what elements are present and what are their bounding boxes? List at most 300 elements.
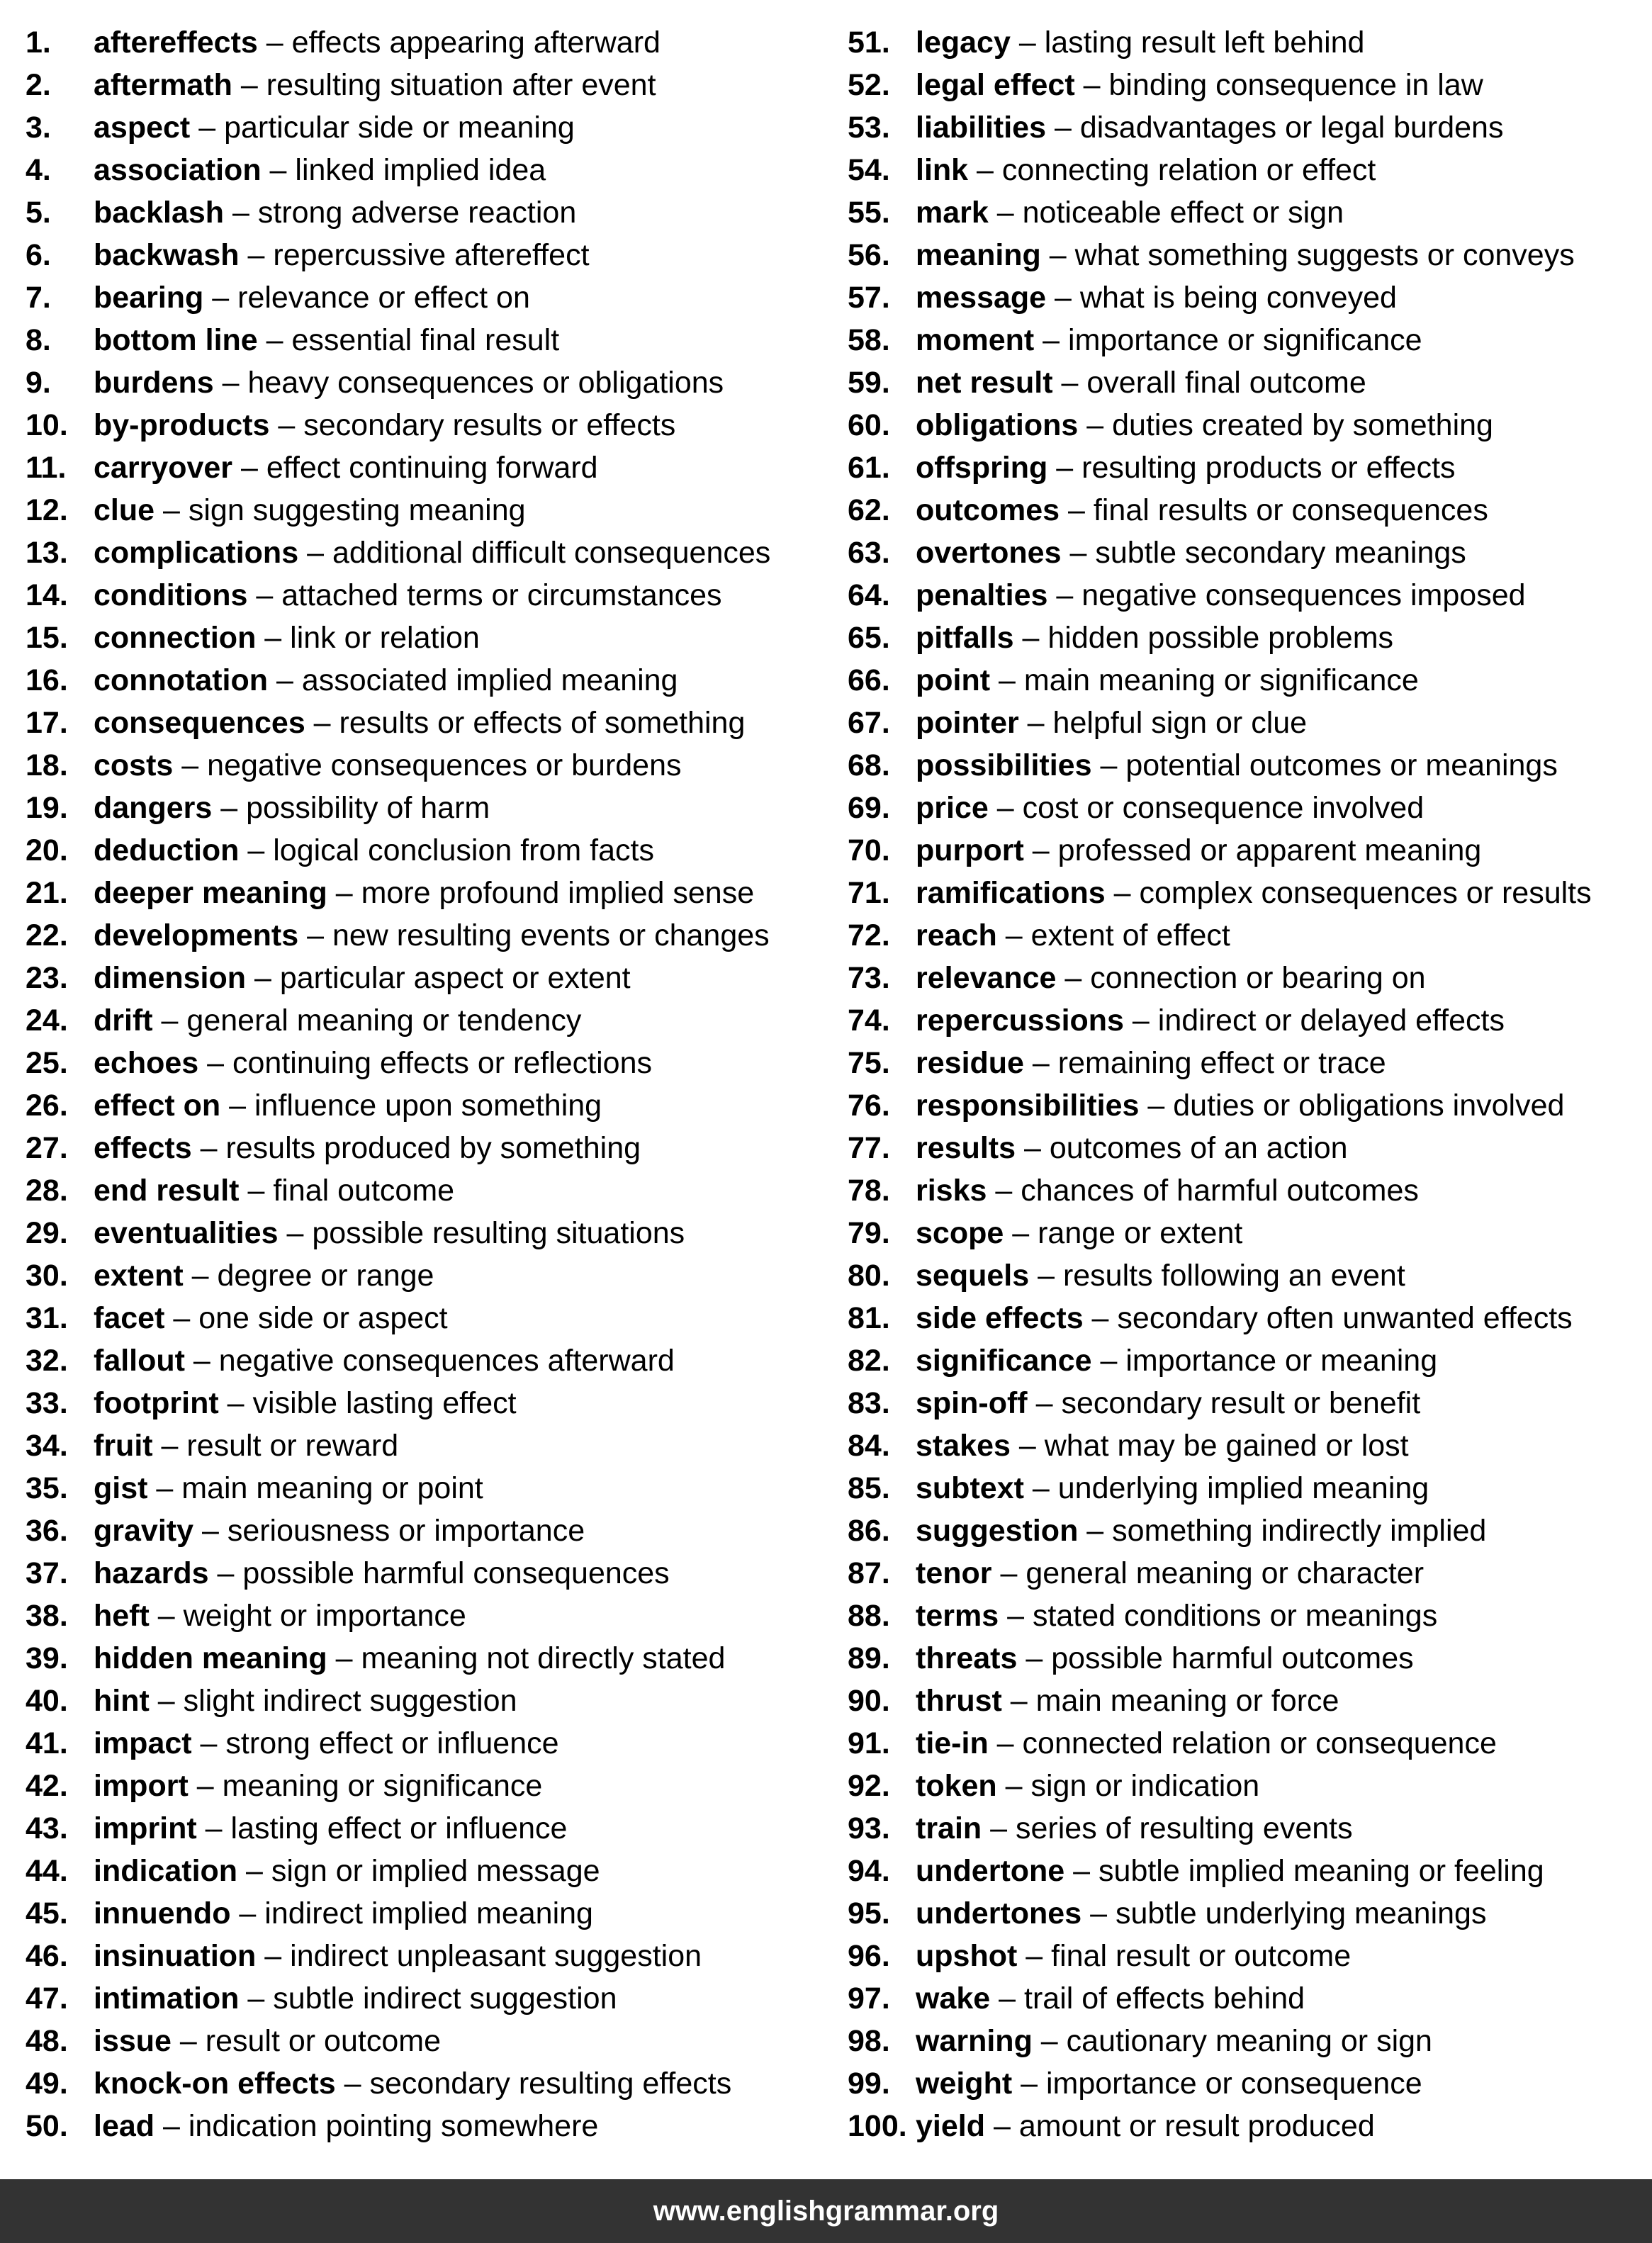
item-number: 89.	[848, 1641, 890, 1675]
item-definition: weight or importance	[183, 1599, 466, 1633]
list-item	[848, 1680, 1641, 1722]
item-separator: –	[149, 1599, 184, 1633]
item-separator: –	[256, 621, 291, 655]
list-item	[26, 21, 819, 64]
item-definition: series of resulting events	[1016, 1811, 1353, 1845]
item-number: 45.	[26, 1896, 68, 1930]
item-definition: cost or consequence involved	[1022, 791, 1425, 825]
item-definition: sign suggesting meaning	[188, 493, 526, 527]
item-number: 62.	[848, 493, 890, 527]
item-text	[94, 957, 631, 999]
item-number: 28.	[26, 1174, 68, 1208]
item-separator: –	[996, 1769, 1031, 1803]
item-word: heft	[94, 1599, 150, 1633]
item-text	[94, 999, 581, 1042]
item-word: purport	[916, 833, 1024, 867]
item-text	[916, 21, 1364, 64]
item-word: conditions	[94, 578, 248, 612]
item-definition: more profound implied sense	[361, 876, 755, 910]
item-number: 64.	[848, 578, 890, 612]
item-number: 90.	[848, 1684, 890, 1718]
item-number: 17.	[26, 706, 68, 740]
item-text	[94, 149, 546, 191]
list-item	[26, 2105, 819, 2147]
item-definition: general meaning or character	[1026, 1556, 1425, 1590]
item-separator: –	[191, 1726, 226, 1760]
item-number: 6.	[26, 238, 51, 272]
item-number: 49.	[26, 2067, 68, 2101]
item-text	[916, 957, 1426, 999]
item-separator: –	[232, 68, 266, 102]
item-word: repercussions	[916, 1004, 1124, 1038]
item-number: 54.	[848, 153, 890, 187]
item-definition: effects appearing afterward	[291, 26, 661, 60]
list-item	[848, 404, 1641, 446]
list-item	[848, 489, 1641, 532]
list-item	[848, 1297, 1641, 1339]
item-word: issue	[94, 2024, 172, 2058]
list-item	[848, 574, 1641, 617]
list-item	[848, 532, 1641, 574]
item-definition: importance or meaning	[1125, 1344, 1438, 1378]
item-number: 21.	[26, 876, 68, 910]
item-separator: –	[305, 706, 339, 740]
item-number: 2.	[26, 68, 51, 102]
item-number: 29.	[26, 1216, 68, 1250]
item-definition: what is being conveyed	[1079, 281, 1397, 315]
item-word: bottom line	[94, 323, 258, 357]
item-separator: –	[256, 1939, 291, 1973]
item-separator: –	[268, 663, 302, 697]
list-item	[848, 64, 1641, 106]
item-separator: –	[1083, 1301, 1118, 1335]
item-text	[94, 1892, 593, 1935]
item-word: facet	[94, 1301, 165, 1335]
item-definition: noticeable effect or sign	[1022, 196, 1344, 230]
item-definition: linked implied idea	[295, 153, 546, 187]
list-item	[848, 1510, 1641, 1552]
list-item	[848, 1850, 1641, 1892]
item-text	[94, 1297, 448, 1339]
list-item	[26, 191, 819, 234]
item-text	[916, 617, 1393, 659]
list-item	[26, 829, 819, 872]
item-text	[94, 1254, 434, 1297]
item-word: footprint	[94, 1386, 219, 1420]
item-number: 40.	[26, 1684, 68, 1718]
item-definition: general meaning or tendency	[186, 1004, 582, 1038]
item-definition: visible lasting effect	[252, 1386, 517, 1420]
item-separator: –	[1034, 323, 1069, 357]
item-number: 48.	[26, 2024, 68, 2058]
item-number: 52.	[848, 68, 890, 102]
item-definition: strong adverse reaction	[257, 196, 577, 230]
item-text	[94, 1935, 702, 1977]
item-definition: remaining effect or trace	[1057, 1046, 1386, 1080]
item-word: connotation	[94, 663, 269, 697]
item-number: 10.	[26, 408, 68, 442]
item-word: tenor	[916, 1556, 992, 1590]
item-word: risks	[916, 1174, 987, 1208]
item-number: 63.	[848, 536, 890, 570]
item-number: 7.	[26, 281, 51, 315]
item-number: 77.	[848, 1131, 890, 1165]
item-word: extent	[94, 1259, 184, 1293]
list-item	[848, 1935, 1641, 1977]
item-separator: –	[1091, 748, 1126, 782]
item-definition: stated conditions or meanings	[1032, 1599, 1438, 1633]
list-item	[848, 106, 1641, 149]
item-separator: –	[224, 196, 258, 230]
item-separator: –	[1001, 1684, 1036, 1718]
item-number: 27.	[26, 1131, 68, 1165]
list-item	[848, 1339, 1641, 1382]
item-separator: –	[1023, 1471, 1058, 1505]
item-text	[916, 829, 1481, 872]
list-item	[848, 234, 1641, 276]
list-item	[26, 1552, 819, 1595]
item-number: 47.	[26, 1981, 68, 2016]
item-text	[916, 532, 1466, 574]
item-separator: –	[257, 323, 292, 357]
item-number: 42.	[26, 1769, 68, 1803]
item-word: backlash	[94, 196, 225, 230]
list-item	[848, 829, 1641, 872]
item-text	[916, 1595, 1437, 1637]
item-definition: disadvantages or legal burdens	[1079, 111, 1504, 145]
item-text	[916, 1935, 1351, 1977]
item-text	[916, 1552, 1424, 1595]
item-definition: possible harmful outcomes	[1051, 1641, 1414, 1675]
item-word: innuendo	[94, 1896, 231, 1930]
item-word: costs	[94, 748, 174, 782]
list-item	[26, 1084, 819, 1127]
item-separator: –	[988, 1726, 1023, 1760]
list-item	[848, 2062, 1641, 2105]
item-definition: results following an event	[1062, 1259, 1405, 1293]
list-item	[26, 744, 819, 787]
list-item	[848, 659, 1641, 702]
item-word: complications	[94, 536, 299, 570]
list-item	[848, 1254, 1641, 1297]
item-definition: one side or aspect	[198, 1301, 448, 1335]
item-separator: –	[269, 408, 304, 442]
item-number: 57.	[848, 281, 890, 315]
item-word: wake	[916, 1981, 991, 2016]
item-text	[94, 1339, 675, 1382]
item-text	[94, 446, 598, 489]
item-text	[916, 1722, 1497, 1765]
item-word: mark	[916, 196, 989, 230]
item-word: indication	[94, 1854, 238, 1888]
item-definition: indication pointing somewhere	[188, 2109, 599, 2143]
list-item	[848, 191, 1641, 234]
item-separator: –	[990, 663, 1024, 697]
item-number: 99.	[848, 2067, 890, 2101]
list-item	[26, 914, 819, 957]
item-number: 66.	[848, 663, 890, 697]
list-item	[26, 1637, 819, 1680]
item-word: weight	[916, 2067, 1013, 2101]
item-text	[916, 149, 1376, 191]
item-number: 53.	[848, 111, 890, 145]
item-separator: –	[988, 196, 1023, 230]
list-item	[26, 702, 819, 744]
item-word: upshot	[916, 1939, 1018, 1973]
item-text	[94, 2020, 441, 2062]
list-item	[848, 1892, 1641, 1935]
item-separator: –	[968, 153, 1002, 187]
list-item	[26, 617, 819, 659]
item-number: 8.	[26, 323, 51, 357]
item-word: impact	[94, 1726, 192, 1760]
item-number: 41.	[26, 1726, 68, 1760]
item-number: 16.	[26, 663, 68, 697]
list-item	[848, 1467, 1641, 1510]
item-definition: hidden possible problems	[1047, 621, 1394, 655]
item-text	[94, 1552, 670, 1595]
item-separator: –	[985, 2109, 1019, 2143]
item-separator: –	[988, 791, 1023, 825]
item-text	[916, 1807, 1353, 1850]
item-word: imprint	[94, 1811, 197, 1845]
item-number: 35.	[26, 1471, 68, 1505]
list-item	[26, 1680, 819, 1722]
item-separator: –	[261, 153, 296, 187]
item-word: relevance	[916, 961, 1057, 995]
item-definition: strong effect or influence	[225, 1726, 559, 1760]
item-separator: –	[246, 961, 280, 995]
item-definition: amount or result produced	[1018, 2109, 1375, 2143]
list-item	[26, 999, 819, 1042]
item-text	[916, 744, 1558, 787]
item-separator: –	[1018, 706, 1053, 740]
item-text	[916, 1127, 1348, 1169]
item-definition: new resulting events or changes	[332, 918, 770, 952]
item-definition: importance or consequence	[1045, 2067, 1422, 2101]
item-number: 9.	[26, 366, 51, 400]
list-item	[26, 234, 819, 276]
item-word: deduction	[94, 833, 240, 867]
list-item	[26, 1850, 819, 1892]
item-definition: range or extent	[1038, 1216, 1243, 1250]
item-number: 5.	[26, 196, 51, 230]
item-number: 71.	[848, 876, 890, 910]
item-separator: –	[1032, 2024, 1067, 2058]
list-item	[26, 1339, 819, 1382]
list-item	[26, 106, 819, 149]
item-text	[94, 64, 656, 106]
item-number: 50.	[26, 2109, 68, 2143]
item-text	[916, 1254, 1405, 1297]
item-definition: professed or apparent meaning	[1057, 833, 1482, 867]
item-text	[94, 404, 675, 446]
item-number: 79.	[848, 1216, 890, 1250]
item-separator: –	[327, 1641, 361, 1675]
item-separator: –	[327, 876, 361, 910]
item-definition: negative consequences imposed	[1081, 578, 1526, 612]
item-separator: –	[239, 833, 274, 867]
item-number: 36.	[26, 1514, 68, 1548]
item-separator: –	[203, 281, 238, 315]
item-text	[916, 702, 1307, 744]
item-text	[916, 1297, 1573, 1339]
item-separator: –	[1139, 1089, 1174, 1123]
item-word: suggestion	[916, 1514, 1079, 1548]
item-definition: secondary resulting effects	[369, 2067, 732, 2101]
item-definition: relevance or effect on	[237, 281, 530, 315]
list-item	[848, 787, 1641, 829]
item-definition: continuing effects or reflections	[232, 1046, 653, 1080]
item-word: deeper meaning	[94, 876, 327, 910]
item-definition: essential final result	[291, 323, 560, 357]
list-item	[26, 659, 819, 702]
list-item	[848, 1212, 1641, 1254]
item-definition: negative consequences afterward	[218, 1344, 675, 1378]
item-separator: –	[152, 1429, 187, 1463]
item-text	[916, 574, 1526, 617]
list-item	[848, 361, 1641, 404]
item-word: point	[916, 663, 991, 697]
list-item	[26, 64, 819, 106]
item-number: 39.	[26, 1641, 68, 1675]
item-definition: particular side or meaning	[224, 111, 575, 145]
item-definition: final result or outcome	[1051, 1939, 1352, 1973]
item-word: by-products	[94, 408, 270, 442]
list-item	[848, 1127, 1641, 1169]
item-text	[916, 787, 1424, 829]
item-definition: duties or obligations involved	[1173, 1089, 1565, 1123]
item-text	[94, 659, 678, 702]
item-definition: secondary often unwanted effects	[1117, 1301, 1573, 1335]
item-number: 92.	[848, 1769, 890, 1803]
item-definition: possible harmful consequences	[242, 1556, 670, 1590]
item-text	[916, 659, 1419, 702]
item-definition: resulting products or effects	[1081, 451, 1456, 485]
item-separator: –	[193, 1514, 227, 1548]
item-number: 19.	[26, 791, 68, 825]
item-definition: outcomes of an action	[1049, 1131, 1348, 1165]
item-word: dangers	[94, 791, 213, 825]
list-item	[26, 532, 819, 574]
item-word: effects	[94, 1131, 192, 1165]
item-definition: duties created by something	[1112, 408, 1493, 442]
item-word: penalties	[916, 578, 1048, 612]
item-definition: indirect implied meaning	[264, 1896, 593, 1930]
item-word: sequels	[916, 1259, 1030, 1293]
item-text	[94, 234, 590, 276]
item-definition: possibility of harm	[246, 791, 490, 825]
item-number: 32.	[26, 1344, 68, 1378]
item-definition: heavy consequences or obligations	[247, 366, 724, 400]
item-word: fallout	[94, 1344, 185, 1378]
list-item	[26, 1807, 819, 1850]
item-text	[916, 1850, 1544, 1892]
item-separator: –	[188, 1769, 223, 1803]
item-word: drift	[94, 1004, 153, 1038]
item-word: message	[916, 281, 1047, 315]
item-word: tie-in	[916, 1726, 989, 1760]
item-word: aftereffects	[94, 26, 258, 60]
item-definition: possible resulting situations	[312, 1216, 685, 1250]
item-text	[916, 1042, 1386, 1084]
item-text	[916, 2062, 1422, 2105]
item-separator: –	[1056, 961, 1091, 995]
item-number: 100.	[848, 2109, 907, 2143]
item-separator: –	[220, 1089, 254, 1123]
item-separator: –	[1017, 1939, 1052, 1973]
item-definition: connection or bearing on	[1090, 961, 1426, 995]
item-number: 43.	[26, 1811, 68, 1845]
item-definition: potential outcomes or meanings	[1125, 748, 1558, 782]
item-number: 30.	[26, 1259, 68, 1293]
item-definition: result or reward	[186, 1429, 399, 1463]
item-text	[94, 1424, 398, 1467]
item-separator: –	[1091, 1344, 1126, 1378]
item-definition: indirect or delayed effects	[1157, 1004, 1505, 1038]
item-text	[94, 702, 745, 744]
item-definition: degree or range	[217, 1259, 434, 1293]
item-number: 20.	[26, 833, 68, 867]
item-definition: something indirectly implied	[1112, 1514, 1487, 1548]
item-number: 75.	[848, 1046, 890, 1080]
item-text	[94, 1765, 542, 1807]
item-word: pitfalls	[916, 621, 1014, 655]
item-definition: sign or implied message	[271, 1854, 600, 1888]
item-text	[94, 191, 576, 234]
item-word: overtones	[916, 536, 1062, 570]
item-text	[94, 914, 770, 957]
list-item	[848, 1722, 1641, 1765]
item-word: moment	[916, 323, 1035, 357]
item-word: reach	[916, 918, 997, 952]
item-word: dimension	[94, 961, 247, 995]
item-separator: –	[230, 1896, 265, 1930]
item-word: legal effect	[916, 68, 1075, 102]
item-text	[916, 1765, 1259, 1807]
item-number: 44.	[26, 1854, 68, 1888]
item-number: 15.	[26, 621, 68, 655]
item-separator: –	[247, 578, 282, 612]
item-separator: –	[1052, 366, 1087, 400]
item-definition: results produced by something	[225, 1131, 641, 1165]
list-item	[26, 2020, 819, 2062]
item-separator: –	[1029, 1259, 1063, 1293]
item-word: hazards	[94, 1556, 209, 1590]
item-word: significance	[916, 1344, 1092, 1378]
item-text	[916, 1382, 1420, 1424]
item-definition: binding consequence in law	[1108, 68, 1483, 102]
list-item	[848, 744, 1641, 787]
item-separator: –	[1010, 26, 1045, 60]
item-text	[94, 1510, 585, 1552]
item-definition: main meaning or significance	[1023, 663, 1419, 697]
item-word: bearing	[94, 281, 204, 315]
item-definition: main meaning or point	[181, 1471, 483, 1505]
item-word: hint	[94, 1684, 150, 1718]
list-item	[848, 1807, 1641, 1850]
item-separator: –	[257, 26, 292, 60]
item-separator: –	[154, 2109, 189, 2143]
item-separator: –	[1023, 1046, 1058, 1080]
item-word: link	[916, 153, 969, 187]
item-number: 12.	[26, 493, 68, 527]
item-word: aftermath	[94, 68, 232, 102]
item-separator: –	[218, 1386, 253, 1420]
list-item	[26, 872, 819, 914]
item-definition: subtle implied meaning or feeling	[1098, 1854, 1544, 1888]
list-item	[848, 1424, 1641, 1467]
